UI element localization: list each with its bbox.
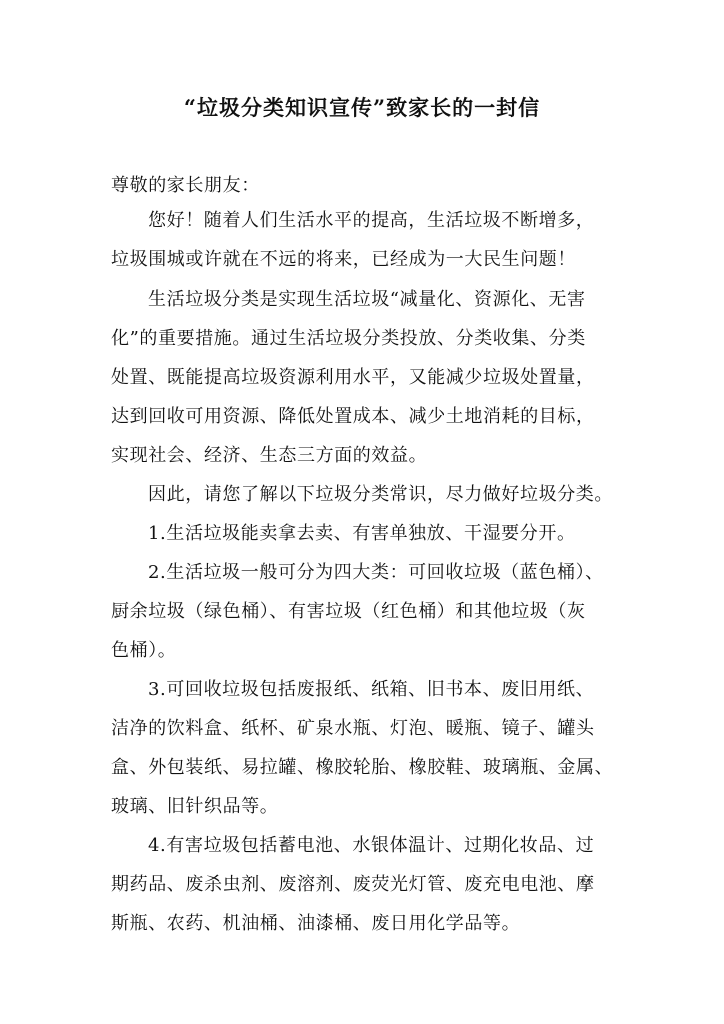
list-item-2: 2.生活垃圾一般可分为四大类：可回收垃圾（蓝色桶）、	[148, 562, 604, 583]
list-item-3-line: 洁净的饮料盒、纸杯、矿泉水瓶、灯泡、暖瓶、镜子、罐头	[111, 718, 595, 739]
list-item-3-line: 盒、外包装纸、易拉罐、橡胶轮胎、橡胶鞋、玻璃瓶、金属、	[111, 757, 614, 778]
paragraph-line: 化”的重要措施。通过生活垃圾分类投放、分类收集、分类	[111, 328, 586, 349]
list-item-4: 4.有害垃圾包括蓄电池、水银体温计、过期化妆品、过	[148, 835, 595, 856]
paragraph-line: 因此，请您了解以下垃圾分类常识，尽力做好垃圾分类。	[148, 484, 613, 505]
paragraph-line: 达到回收可用资源、降低处置成本、减少土地消耗的目标，	[111, 406, 595, 427]
paragraph-line: 实现社会、经济、生态三方面的效益。	[111, 445, 428, 466]
salutation: 尊敬的家长朋友：	[111, 175, 260, 196]
letter-title: “垃圾分类知识宣传”致家长的一封信	[183, 95, 541, 120]
list-item-2-line: 色桶）。	[111, 640, 177, 661]
list-item-3-line: 玻璃、旧针织品等。	[111, 796, 279, 817]
list-item-4-line: 期药品、废杀虫剂、废溶剂、废荧光灯管、废充电电池、摩	[111, 874, 595, 895]
paragraph-line: 您好！随着人们生活水平的提高，生活垃圾不断增多，	[148, 210, 595, 231]
list-item-1: 1.生活垃圾能卖拿去卖、有害单独放、干湿要分开。	[148, 523, 576, 544]
list-item-2-line: 厨余垃圾（绿色桶）、有害垃圾（红色桶）和其他垃圾（灰	[111, 601, 586, 622]
paragraph-line: 垃圾围城或许就在不远的将来，已经成为一大民生问题！	[111, 249, 576, 270]
paragraph-line: 生活垃圾分类是实现生活垃圾“减量化、资源化、无害	[148, 289, 586, 310]
list-item-3: 3.可回收垃圾包括废报纸、纸箱、旧书本、废旧用纸、	[148, 679, 595, 700]
paragraph-line: 处置、既能提高垃圾资源利用水平，又能减少垃圾处置量，	[111, 367, 595, 388]
list-item-4-line: 斯瓶、农药、机油桶、油漆桶、废日用化学品等。	[111, 913, 521, 934]
